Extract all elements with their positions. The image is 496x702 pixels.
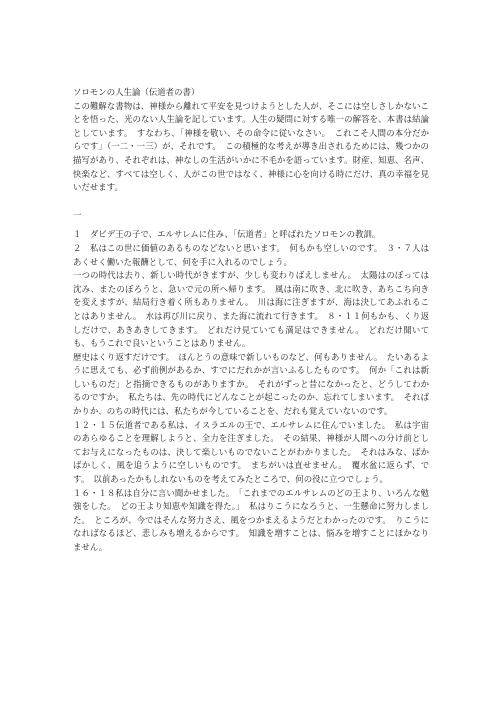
intro-paragraph: この難解な書物は、神様から離れて平安を見つけようとした人が、そこには空しさしかないことを悟った、光のない人生論を記しています。人生の疑問に対する唯一の解答を、本書は結論としています。 すなわち、「神様を敬い、その命令に従いなさい。 これこそ人間の本分だからです」（一二・一三）が、それです。 この積極的な考えが導き出されるためには、幾つかの描写があり、それぞれは、神なしの生活がいかに不毛かを語っています。財産、知恵、名声、快楽など、すべては空しく、人がこの世ではなく、神様に心を向ける時にだけ、真の幸福を見いだせます。 [73,100,429,193]
body-paragraph: 歴史はくり返すだけです。 ほんとうの意味で新しいものなど、何もありません。 たいあるように思えても、必ず前例があるか、すでにだれかが言いふるしたものです。 何か「これは新しいものだ」と指摘できるものがありますか。 それがずっと昔になかったと、どうしてわかるのですか。 私たちは、先の時代にどんなことが起こったのか、忘れてしまいます。 そればかりか、のちの時代には、私たちが今していることを、だれも覚えていないのです。 [73,351,429,417]
body-paragraph: ２ 私はこの世に価値のあるものなどないと思います。 何もかも空しいのです。 ３・７人はあくせく働いた報酬として、何を手に入れるのでしょう。 [73,242,429,267]
body-section [73,228,429,554]
body-paragraph: 一つの時代は去り、新しい時代がきますが、少しも変わりばえしません。 太陽はのぼっては沈み、またのぼろうと、急いで元の所へ帰ります。 風は南に吹き、北に吹き、あちこち向きを変えますが、結局行き着く所もありません。 川は海に注ぎますが、海は決してあふれることはありません。 水は再び川に戻り、また海に流れて行きます。 ８・１１何もかも、くり返しだけで、あきあきしてきます。 どれだけ見ていても満足はできません。 どれだけ聞いても、もうこれで良いということはありません。 [73,270,429,349]
document-title: ソロモンの人生論（伝道者の書） [73,87,200,97]
body-paragraph: １ ダビデ王の子で、エルサレムに住み、「伝道者」と呼ばれたソロモンの教訓。 [73,229,381,240]
intro-section [73,100,429,195]
section-marker: 一 [73,209,82,220]
body-paragraph: １２・１５伝道者である私は、イスラエルの王で、エルサレムに住んでいました。 私は宇宙のあらゆることを理解しようと、全力を注ぎました。 その結果、神様が人間への分け前としてお与えになったものは、決して楽しいものでないことがわかりました。 それはみな、ばかばかしく、風を追うように空しいものです。 まちがいは直せません。 覆水盆に返らず、です。 以前あったかもしれないものを考えてみたところで、何の役に立つでしょう。 [73,419,429,485]
document-page [73,86,429,555]
body-paragraph: １６・１８私は自分に言い聞かせました。 「これまでのエルサレムのどの王より、いろんな勉強をした。 どの王より知恵や知識を得た。」 私はりこうになろうと、一生懸命に努力しました。 ところが、今ではそんな努力さえ、風をつかまえるようだとわかったのです。 りこうになればなるほど、悲しみも増えるからです。 知識を増すことは、悩みを増すことにほかなりません。 [73,487,429,552]
